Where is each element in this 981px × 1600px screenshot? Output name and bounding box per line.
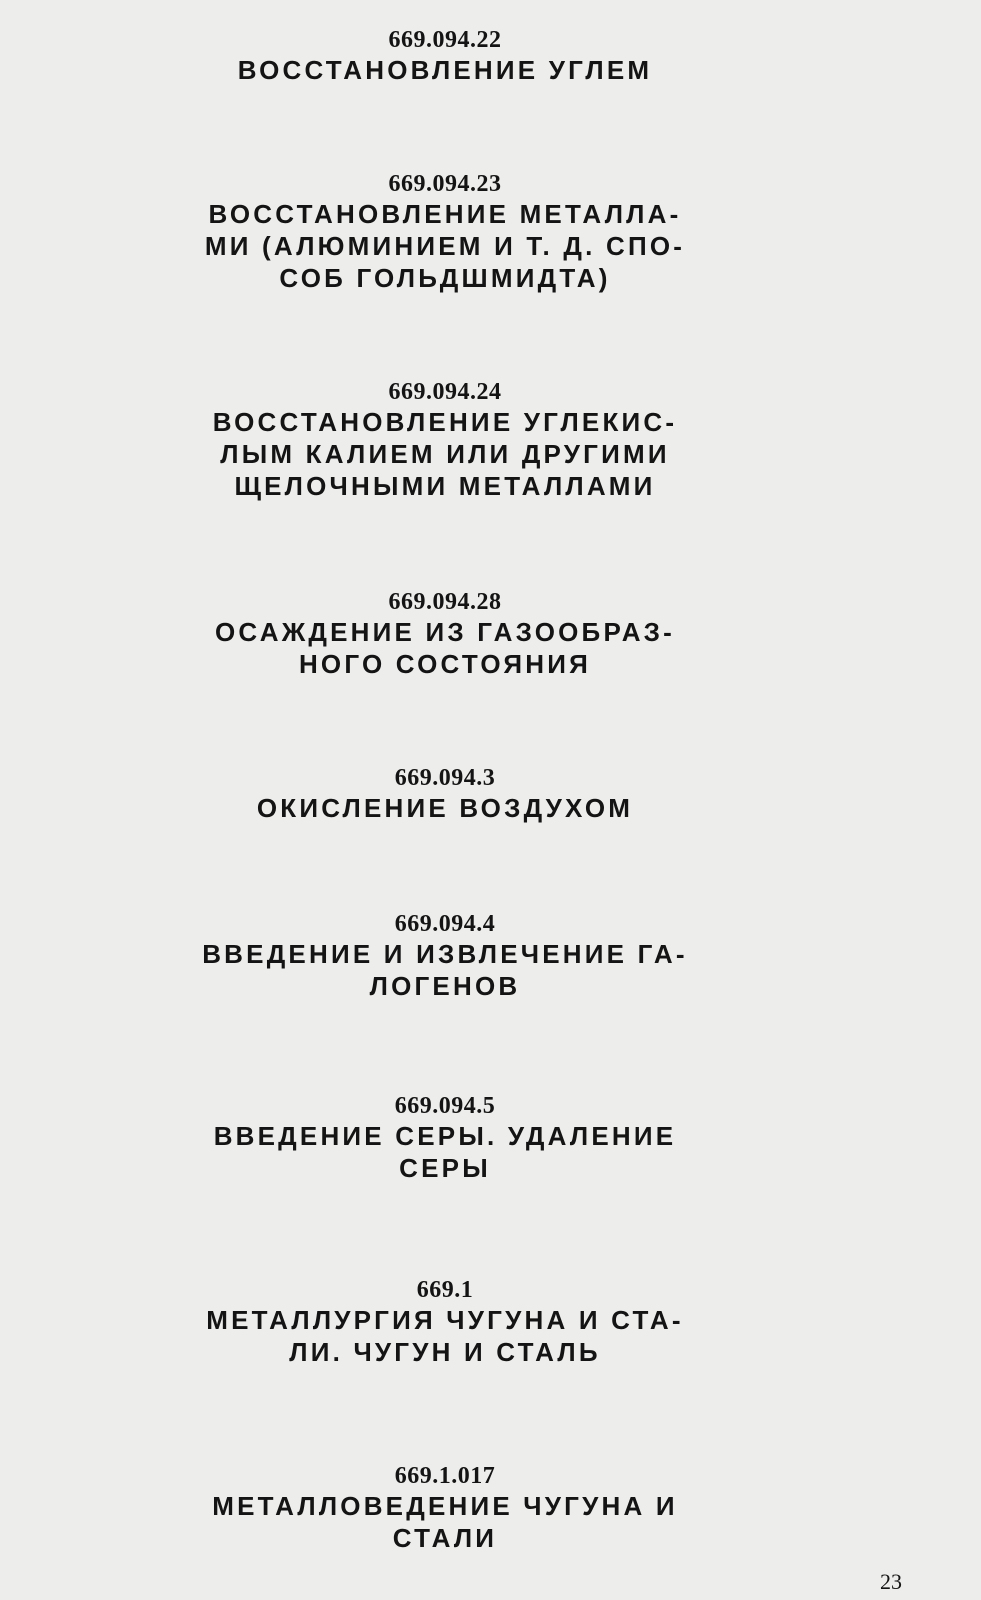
classification-code: 669.094.24 [388, 379, 502, 405]
catalog-entry [140, 1277, 750, 1368]
catalog-entry [140, 27, 750, 86]
classification-code: 669.094.23 [388, 171, 502, 197]
catalog-entry [140, 911, 750, 1002]
heading-line: ВОССТАНОВЛЕНИЕ УГЛЕМ [237, 55, 653, 85]
heading-line: ВВЕДЕНИЕ И ИЗВЛЕЧЕНИЕ ГА- [202, 939, 688, 969]
classification-code: 669.1.017 [394, 1463, 496, 1489]
catalog-entry [140, 1463, 750, 1554]
catalog-entry [140, 379, 750, 502]
catalog-entry [140, 1093, 750, 1184]
classification-code: 669.094.22 [388, 27, 502, 53]
heading-line: МЕТАЛЛОВЕДЕНИЕ ЧУГУНА И [212, 1491, 678, 1521]
heading-line: ОСАЖДЕНИЕ ИЗ ГАЗООБРАЗ- [214, 617, 676, 647]
heading-line: НОГО СОСТОЯНИЯ [298, 649, 592, 679]
classification-code: 669.094.4 [394, 911, 496, 937]
classification-code: 669.1 [416, 1277, 474, 1303]
heading-line: ВОССТАНОВЛЕНИЕ МЕТАЛЛА- [208, 199, 682, 229]
classification-code: 669.094.3 [394, 765, 496, 791]
catalog-entry [140, 171, 750, 294]
heading-line: ВОССТАНОВЛЕНИЕ УГЛЕКИС- [212, 407, 678, 437]
heading-line: ЛОГЕНОВ [369, 971, 521, 1001]
page-number: 23 [880, 1569, 902, 1594]
catalog-entry [140, 765, 750, 824]
heading-line: МИ (АЛЮМИНИЕМ И Т. Д. СПО- [204, 231, 686, 261]
heading-line: СТАЛИ [392, 1523, 498, 1553]
catalog-entry [140, 589, 750, 680]
heading-line: ЛЫМ КАЛИЕМ ИЛИ ДРУГИМИ [220, 439, 670, 469]
heading-line: ВВЕДЕНИЕ СЕРЫ. УДАЛЕНИЕ [213, 1121, 677, 1151]
heading-line: ОКИСЛЕНИЕ ВОЗДУХОМ [256, 793, 634, 823]
heading-line: МЕТАЛЛУРГИЯ ЧУГУНА И СТА- [206, 1305, 684, 1335]
heading-line: ЛИ. ЧУГУН И СТАЛЬ [289, 1337, 601, 1367]
heading-line: СЕРЫ [399, 1153, 491, 1183]
heading-line: СОБ ГОЛЬДШМИДТА) [279, 263, 611, 293]
classification-code: 669.094.28 [388, 589, 502, 615]
heading-line: ЩЕЛОЧНЫМИ МЕТАЛЛАМИ [234, 471, 656, 501]
classification-code: 669.094.5 [394, 1093, 496, 1119]
